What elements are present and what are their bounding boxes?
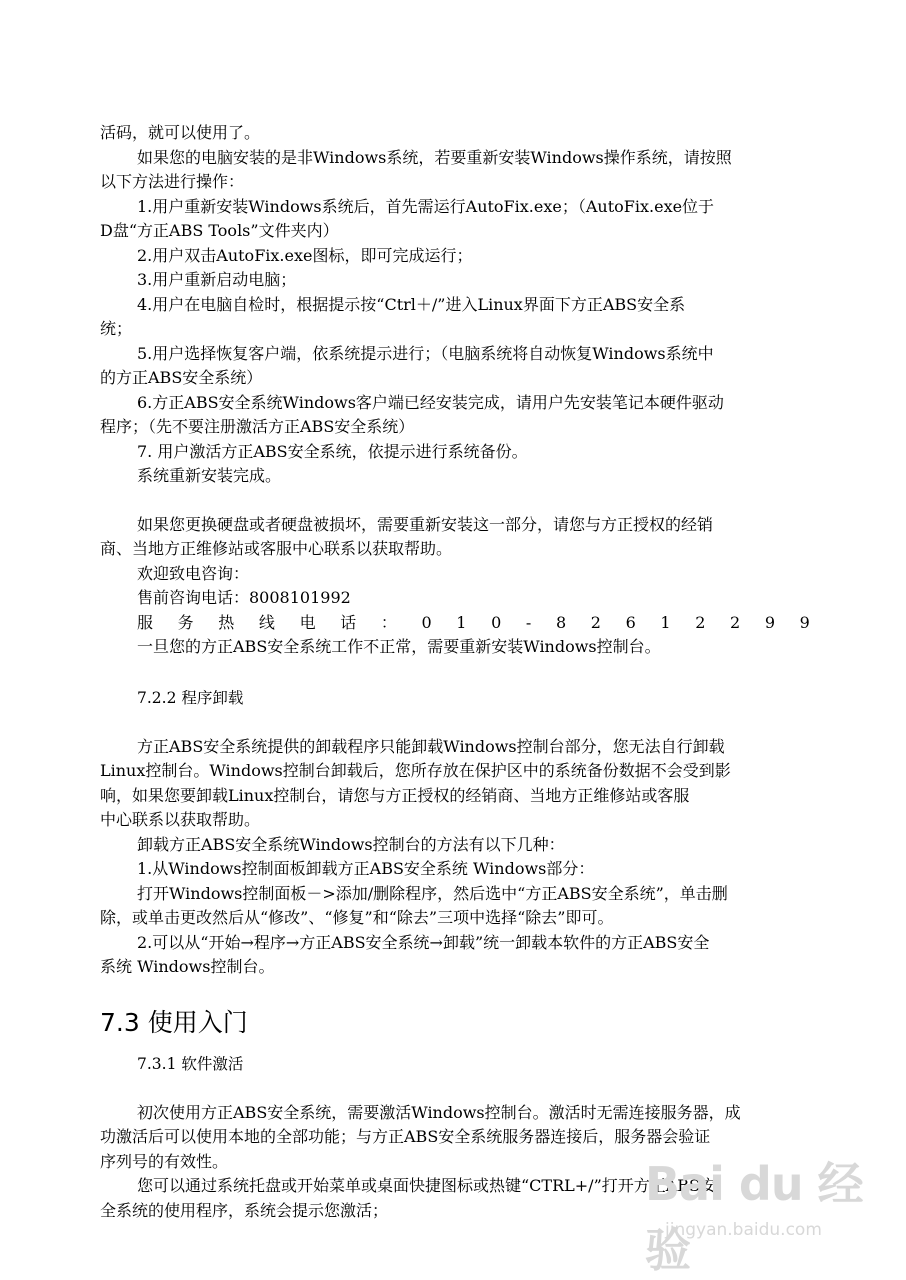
text-line: 的方正ABS安全系统） <box>100 368 263 387</box>
hotline-char: ： <box>380 613 397 632</box>
text-line: 序列号的有效性。 <box>100 1152 229 1171</box>
text-line: 系统 Windows控制台。 <box>100 957 275 976</box>
text-line: 如果您更换硬盘或者硬盘被损坏，需要重新安装这一部分，请您与方正授权的经销 <box>137 515 714 534</box>
hotline-char: 9 <box>799 613 810 632</box>
text-line: 4.用户在电脑自检时，根据提示按“Ctrl＋/”进入Linux界面下方正ABS安全系 <box>137 295 686 314</box>
watermark-logo: Bai du 经验 <box>645 1157 863 1277</box>
section-heading-7-3: 7.3 使用入门 <box>100 1008 248 1037</box>
service-hotline <box>137 613 810 633</box>
hotline-char: 2 <box>695 613 706 632</box>
text-line: 卸载方正ABS安全系统Windows控制台的方法有以下几种： <box>137 835 565 854</box>
text-line: 以下方法进行操作： <box>100 172 245 191</box>
hotline-char: 热 <box>218 613 235 632</box>
hotline-char: 电 <box>299 613 316 632</box>
text-line: 程序；（先不要注册激活方正ABS安全系统） <box>100 417 415 436</box>
text-line: 2.用户双击AutoFix.exe图标，即可完成运行； <box>137 246 473 265</box>
hotline-char: 8 <box>555 613 567 632</box>
presales-phone: 售前咨询电话：8008101992 <box>137 588 351 607</box>
text-line: 1.用户重新安装Windows系统后，首先需运行AutoFix.exe；（AutoFix.exe位于 <box>137 197 715 216</box>
hotline-char: 话 <box>340 613 357 632</box>
text-line: 1.从Windows控制面板卸载方正ABS安全系统 Windows部分： <box>137 859 595 878</box>
text-line: 中心联系以获取帮助。 <box>100 810 261 829</box>
text-line: 3.用户重新启动电脑； <box>137 270 297 289</box>
text-line: D盘“方正ABS Tools”文件夹内） <box>100 221 339 240</box>
text-line: 系统重新安装完成。 <box>137 466 282 485</box>
hotline-char: 服 <box>137 613 154 632</box>
text-line: 方正ABS安全系统提供的卸载程序只能卸载Windows控制台部分，您无法自行卸载 <box>137 737 725 756</box>
text-line: 统； <box>100 319 133 338</box>
hotline-char: 9 <box>764 613 776 632</box>
baidu-jingyan-watermark <box>645 1148 865 1277</box>
hotline-char: 1 <box>456 613 467 632</box>
hotline-char: 6 <box>625 613 636 632</box>
text-line: 您可以通过系统托盘或开始菜单或桌面快捷图标或热键“CTRL+/”打开方正ABS安 <box>137 1176 717 1195</box>
watermark-url: jingyan.baidu.com <box>665 1220 822 1240</box>
text-line: 一旦您的方正ABS安全系统工作不正常，需要重新安装Windows控制台。 <box>137 637 661 656</box>
text-line: 商、当地方正维修站或客服中心联系以获取帮助。 <box>100 539 453 558</box>
text-line: 打开Windows控制面板－>添加/删除程序，然后选中“方正ABS安全系统”，单击删 <box>137 884 728 903</box>
text-line: 欢迎致电咨询： <box>137 564 250 583</box>
hotline-char: 0 <box>491 613 502 632</box>
text-line: 初次使用方正ABS安全系统，需要激活Windows控制台。激活时无需连接服务器，成 <box>137 1103 741 1122</box>
text-line: Linux控制台。Windows控制台卸载后，您所存放在保护区中的系统备份数据不会受到影 <box>100 761 731 780</box>
hotline-char: 2 <box>590 613 601 632</box>
text-line: 2.可以从“开始→程序→方正ABS安全系统→卸载”统一卸载本软件的方正ABS安全 <box>137 933 710 952</box>
text-line: 如果您的电脑安装的是非Windows系统，若要重新安装Windows操作系统，请按照 <box>137 148 732 167</box>
text-line: 全系统的使用程序，系统会提示您激活； <box>100 1201 389 1220</box>
text-line: 响，如果您要卸载Linux控制台，请您与方正授权的经销商、当地方正维修站或客服 <box>100 786 690 805</box>
hotline-char: 2 <box>730 613 741 632</box>
hotline-char: 线 <box>258 613 275 632</box>
text-line: 5.用户选择恢复客户端，依系统提示进行；（电脑系统将自动恢复Windows系统中 <box>137 344 714 363</box>
text-line: 6.方正ABS安全系统Windows客户端已经安装完成，请用户先安装笔记本硬件驱动 <box>137 393 724 412</box>
hotline-char: 0 <box>421 613 432 632</box>
text-line: 除，或单击更改然后从“修改”、“修复”和“除去”三项中选择“除去”即可。 <box>100 908 614 927</box>
text-line: 7. 用户激活方正ABS安全系统，依提示进行系统备份。 <box>137 442 528 461</box>
section-heading-7-3-1: 7.3.1 软件激活 <box>137 1055 244 1073</box>
text-line: 功激活后可以使用本地的全部功能；与方正ABS安全系统服务器连接后，服务器会验证 <box>100 1127 711 1146</box>
text-line: 活码，就可以使用了。 <box>100 123 261 142</box>
hotline-char: 1 <box>660 613 671 632</box>
hotline-char: 务 <box>177 613 194 632</box>
hotline-char: - <box>525 613 532 632</box>
section-heading-7-2-2: 7.2.2 程序卸载 <box>137 689 244 707</box>
